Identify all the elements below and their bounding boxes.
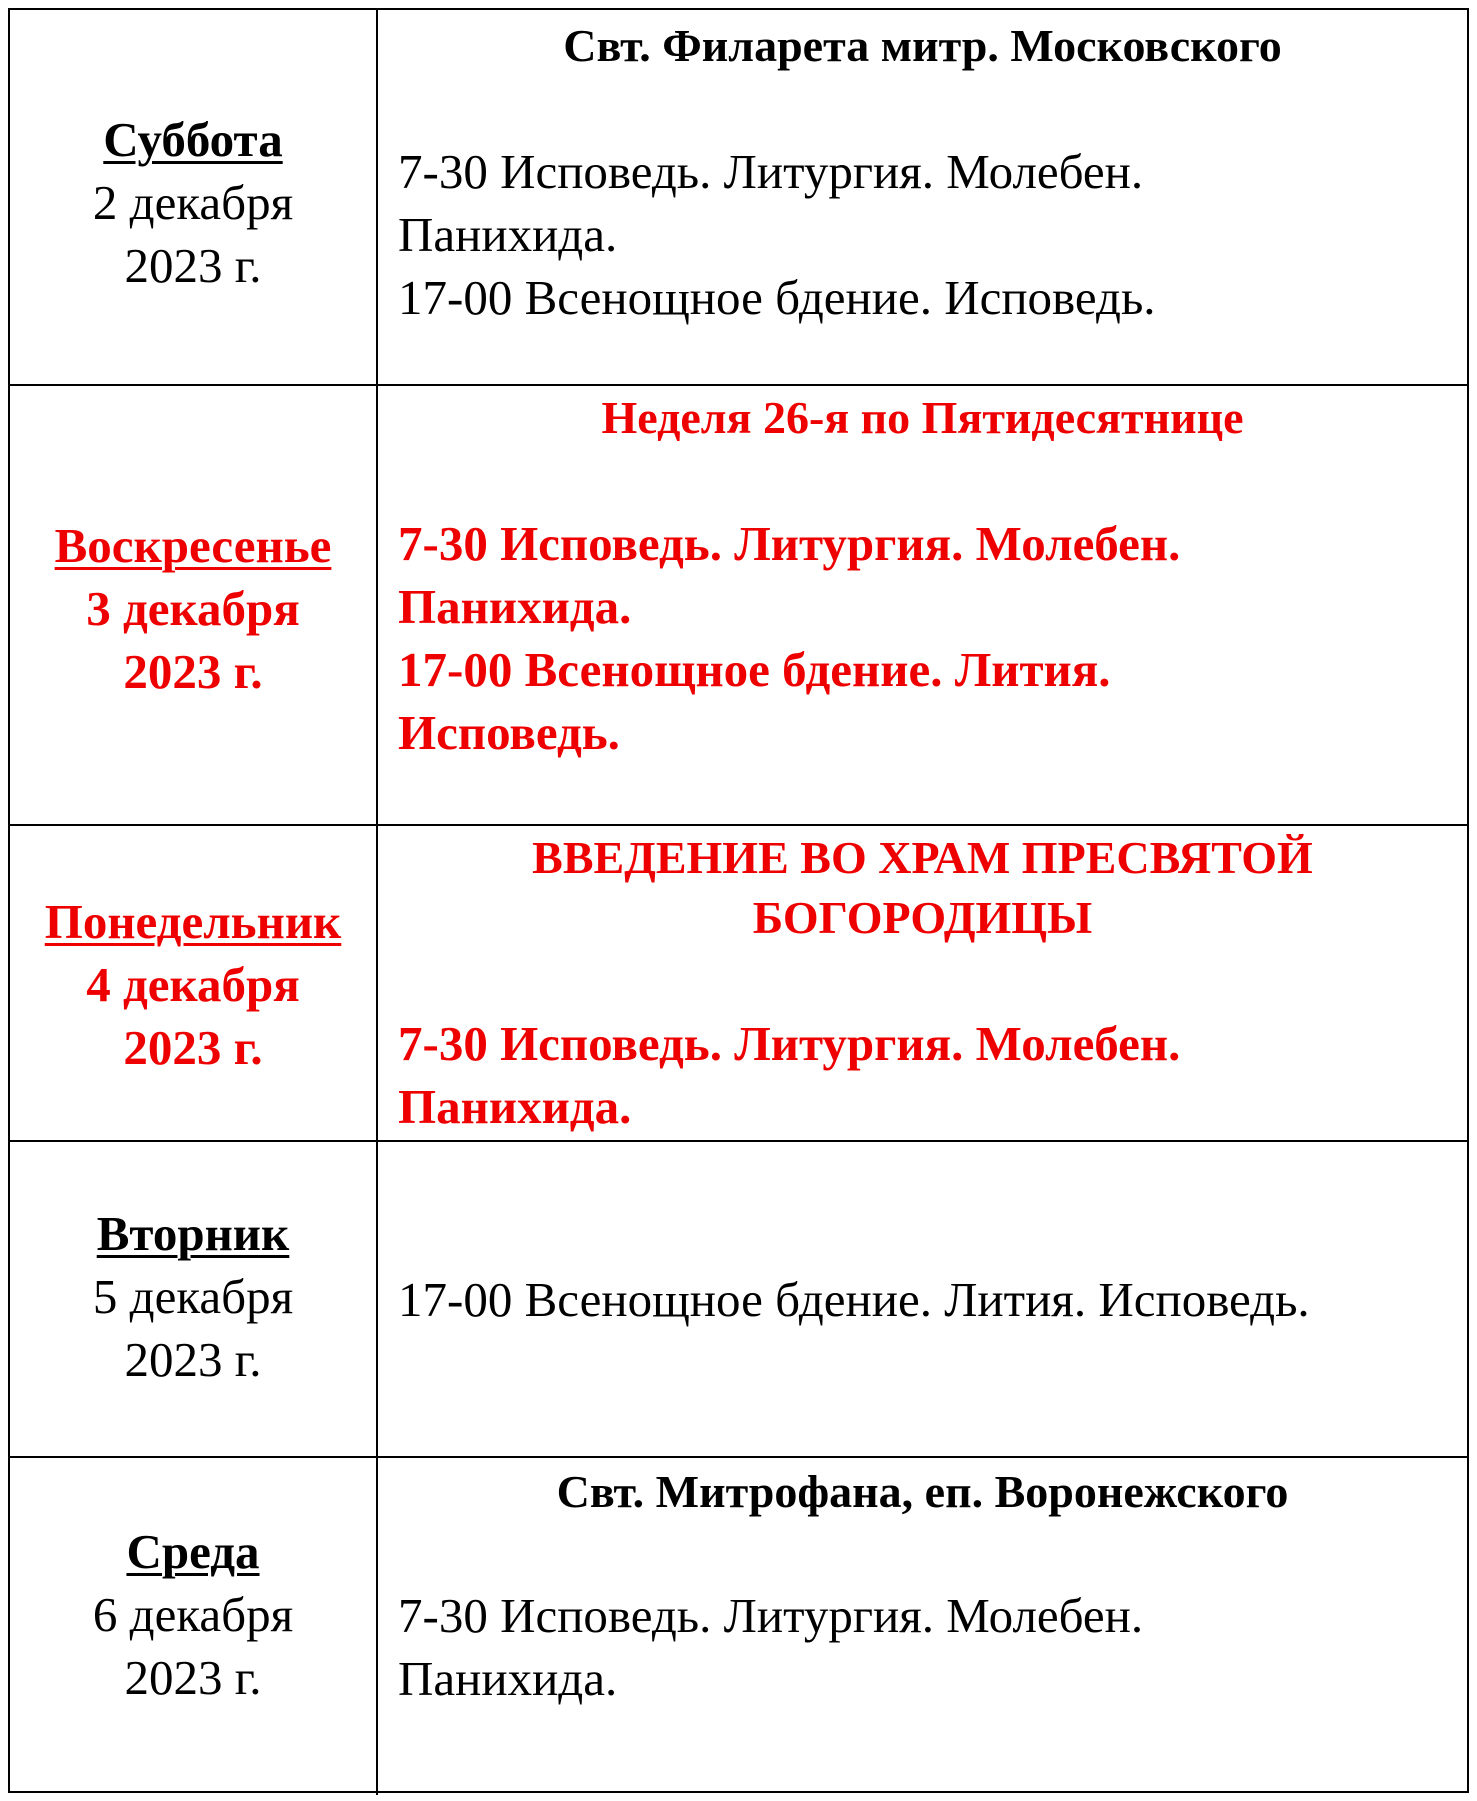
service-line: Панихида. (398, 1079, 632, 1134)
day-name: Воскресенье (54, 518, 332, 573)
service-line: Панихида. (398, 1651, 618, 1706)
day-cell (10, 1458, 378, 1795)
service-line: Панихида. (398, 207, 618, 262)
feast-title: Свт. Филарета митр. Московского (563, 20, 1282, 71)
service-line: 7-30 Исповедь. Литургия. Молебен. (398, 516, 1181, 571)
day-cell (10, 10, 378, 384)
service-line: 17-00 Всенощное бдение. Исповедь. (398, 270, 1156, 325)
table-row (10, 1458, 1467, 1795)
day-year: 2023 г. (124, 1332, 262, 1387)
day-date: 2 декабря (92, 175, 294, 230)
services-cell (378, 1458, 1467, 1795)
service-line: Панихида. (398, 579, 632, 634)
day-year: 2023 г. (123, 1020, 263, 1075)
schedule-table (8, 8, 1469, 1793)
services-cell (378, 386, 1467, 824)
service-line: 17-00 Всенощное бдение. Лития. (398, 642, 1111, 697)
feast-title: Неделя 26-я по Пятидесятнице (601, 392, 1244, 443)
day-cell (10, 1142, 378, 1456)
service-line: Исповедь. (398, 705, 620, 760)
day-date: 5 декабря (92, 1269, 294, 1324)
day-date: 4 декабря (86, 957, 300, 1012)
feast-title-line: ВВЕДЕНИЕ ВО ХРАМ ПРЕСВЯТОЙ (532, 832, 1313, 883)
table-row (10, 386, 1467, 826)
day-year: 2023 г. (123, 644, 263, 699)
service-line: 17-00 Всенощное бдение. Лития. Исповедь. (398, 1272, 1310, 1327)
day-cell (10, 386, 378, 824)
services-cell (378, 1142, 1467, 1456)
day-year: 2023 г. (124, 1650, 262, 1705)
services-cell (378, 10, 1467, 384)
day-cell (10, 826, 378, 1140)
table-row (10, 826, 1467, 1142)
service-line: 7-30 Исповедь. Литургия. Молебен. (398, 144, 1144, 199)
day-date: 6 декабря (92, 1587, 294, 1642)
day-year: 2023 г. (124, 238, 262, 293)
table-row (10, 1142, 1467, 1458)
feast-title: Свт. Митрофана, еп. Воронежского (556, 1466, 1289, 1517)
day-name: Понедельник (44, 894, 342, 949)
service-line: 7-30 Исповедь. Литургия. Молебен. (398, 1016, 1181, 1071)
service-line: 7-30 Исповедь. Литургия. Молебен. (398, 1588, 1144, 1643)
feast-title-line: БОГОРОДИЦЫ (752, 892, 1093, 943)
services-cell (378, 826, 1467, 1140)
day-name: Вторник (96, 1206, 290, 1261)
table-row (10, 10, 1467, 386)
day-name: Суббота (103, 112, 283, 167)
day-date: 3 декабря (86, 581, 300, 636)
day-name: Среда (126, 1524, 260, 1579)
